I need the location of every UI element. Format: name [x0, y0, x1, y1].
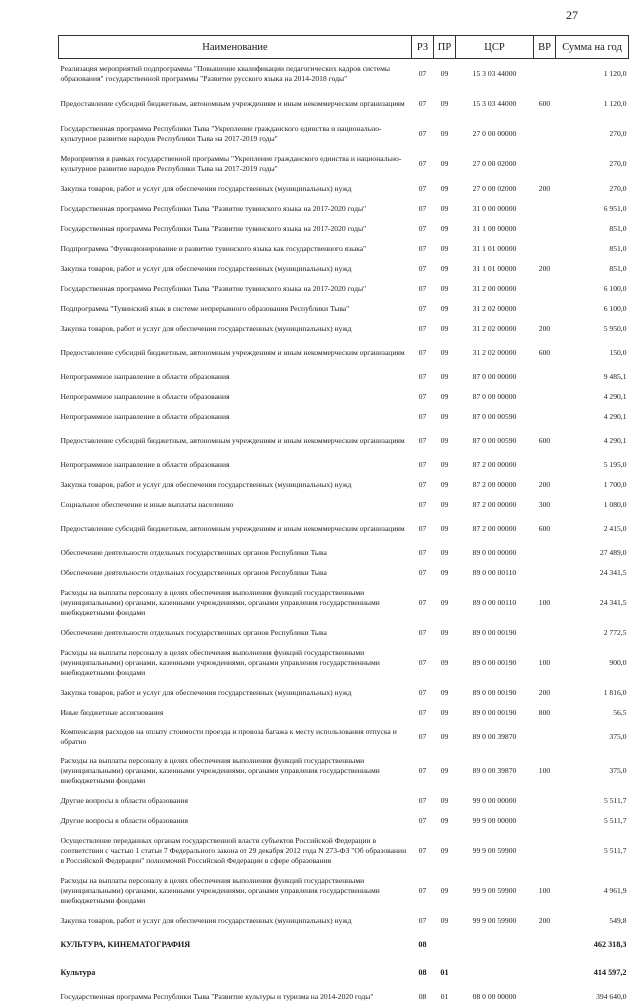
- row-csr: 31 1 01 00000: [456, 239, 534, 259]
- row-rz: 07: [412, 367, 434, 387]
- row-rz: 07: [412, 751, 434, 791]
- row-pr: 09: [434, 683, 456, 703]
- row-sum: 5 195,0: [556, 455, 629, 475]
- row-rz: 07: [412, 407, 434, 427]
- row-vr: [534, 959, 556, 987]
- row-sum: 270,0: [556, 149, 629, 179]
- row-rz: 07: [412, 279, 434, 299]
- row-sum: 851,0: [556, 219, 629, 239]
- budget-table: [58, 35, 629, 1007]
- row-csr: 89 0 00 00110: [456, 563, 534, 583]
- row-csr: 99 0 00 00000: [456, 791, 534, 811]
- row-name: Предоставление субсидий бюджетным, автономным учреждениям и иным некоммерческим организациям: [59, 515, 412, 543]
- row-sum: 4 961,9: [556, 871, 629, 911]
- row-sum: 1 120,0: [556, 89, 629, 119]
- row-sum: 6 100,0: [556, 279, 629, 299]
- row-pr: 09: [434, 515, 456, 543]
- row-name: Социальное обеспечение и иные выплаты населению: [59, 495, 412, 515]
- row-sum: 2 772,5: [556, 623, 629, 643]
- table-row: [59, 987, 629, 1007]
- row-rz: 07: [412, 543, 434, 563]
- row-csr: 89 0 00 00190: [456, 703, 534, 723]
- table-row: [59, 643, 629, 683]
- row-vr: 200: [534, 259, 556, 279]
- row-csr: 89 0 00 00190: [456, 623, 534, 643]
- row-rz: 07: [412, 811, 434, 831]
- row-csr: 87 2 00 00000: [456, 455, 534, 475]
- row-name: Государственная программа Республики Тыва "Развитие тувинского языка на 2017-2020 годы": [59, 219, 412, 239]
- table-row: [59, 703, 629, 723]
- header-rz: РЗ: [412, 36, 434, 59]
- row-name: Мероприятия в рамках государственной программы "Укрепление гражданского единства и национально-культурное развитие народов Республики Тыва на 2017-2019 годы": [59, 149, 412, 179]
- table-row: [59, 583, 629, 623]
- row-pr: 09: [434, 543, 456, 563]
- table-row: [59, 279, 629, 299]
- row-pr: 09: [434, 199, 456, 219]
- row-name: Расходы на выплаты персоналу в целях обеспечения выполнения функций государственными (муниципальными) органами, казенными учреждениями, органами управления государственными внебюджетными фондами: [59, 583, 412, 623]
- row-vr: [534, 279, 556, 299]
- row-vr: [534, 119, 556, 149]
- row-vr: [534, 149, 556, 179]
- row-csr: 31 0 00 00000: [456, 199, 534, 219]
- row-pr: 09: [434, 299, 456, 319]
- table-row: [59, 387, 629, 407]
- row-pr: 09: [434, 279, 456, 299]
- row-sum: 4 290,1: [556, 427, 629, 455]
- row-name: Непрограммное направление в области образования: [59, 407, 412, 427]
- table-row: [59, 683, 629, 703]
- row-sum: 5 950,0: [556, 319, 629, 339]
- row-vr: 600: [534, 427, 556, 455]
- row-csr: 87 2 00 00000: [456, 495, 534, 515]
- row-name: Другие вопросы в области образования: [59, 811, 412, 831]
- row-rz: 07: [412, 495, 434, 515]
- row-rz: 07: [412, 911, 434, 931]
- row-name: Предоставление субсидий бюджетным, автономным учреждениям и иным некоммерческим организациям: [59, 427, 412, 455]
- row-sum: 2 415,0: [556, 515, 629, 543]
- table-row: [59, 751, 629, 791]
- row-rz: 07: [412, 623, 434, 643]
- row-sum: 4 290,1: [556, 387, 629, 407]
- row-pr: 09: [434, 179, 456, 199]
- row-vr: [534, 199, 556, 219]
- row-csr: 31 1 00 00000: [456, 219, 534, 239]
- row-csr: 87 0 00 00590: [456, 407, 534, 427]
- row-sum: 24 341,5: [556, 583, 629, 623]
- row-rz: 07: [412, 583, 434, 623]
- table-row: [59, 791, 629, 811]
- row-name: Расходы на выплаты персоналу в целях обеспечения выполнения функций государственными (муниципальными) органами, казенными учреждениями, органами управления государственными внебюджетными фондами: [59, 643, 412, 683]
- row-sum: 1 700,0: [556, 475, 629, 495]
- row-name: КУЛЬТУРА, КИНЕМАТОГРАФИЯ: [59, 931, 412, 959]
- row-sum: 462 318,3: [556, 931, 629, 959]
- row-pr: 09: [434, 495, 456, 515]
- row-sum: 56,5: [556, 703, 629, 723]
- row-rz: 07: [412, 791, 434, 811]
- row-sum: 549,8: [556, 911, 629, 931]
- row-pr: 09: [434, 339, 456, 367]
- table-body: [59, 59, 629, 1007]
- row-rz: 08: [412, 987, 434, 1007]
- row-sum: 270,0: [556, 119, 629, 149]
- header-vr: ВР: [534, 36, 556, 59]
- table-row: [59, 475, 629, 495]
- row-sum: 150,0: [556, 339, 629, 367]
- table-row: [59, 239, 629, 259]
- row-name: Иные бюджетные ассигнования: [59, 703, 412, 723]
- row-vr: 100: [534, 583, 556, 623]
- row-name: Предоставление субсидий бюджетным, автономным учреждениям и иным некоммерческим организациям: [59, 339, 412, 367]
- table-row: [59, 959, 629, 987]
- row-sum: 6 951,0: [556, 199, 629, 219]
- row-name: Закупка товаров, работ и услуг для обеспечения государственных (муниципальных) нужд: [59, 259, 412, 279]
- table-row: [59, 871, 629, 911]
- row-pr: 09: [434, 791, 456, 811]
- row-vr: 100: [534, 643, 556, 683]
- row-rz: 07: [412, 59, 434, 90]
- table-row: [59, 299, 629, 319]
- row-csr: 87 0 00 00590: [456, 427, 534, 455]
- row-vr: [534, 723, 556, 751]
- row-sum: 5 511,7: [556, 791, 629, 811]
- row-rz: 07: [412, 475, 434, 495]
- row-rz: 07: [412, 89, 434, 119]
- row-rz: 07: [412, 179, 434, 199]
- row-csr: 87 0 00 00000: [456, 387, 534, 407]
- table-row: [59, 199, 629, 219]
- row-vr: [534, 563, 556, 583]
- table-row: [59, 723, 629, 751]
- row-vr: [534, 987, 556, 1007]
- row-rz: 07: [412, 387, 434, 407]
- row-vr: [534, 219, 556, 239]
- table-row: [59, 563, 629, 583]
- row-name: Государственная программа Республики Тыва "Укрепление гражданского единства и национально-культурное развитие народов Республики Тыва на 2017-2019 годы": [59, 119, 412, 149]
- row-rz: 07: [412, 339, 434, 367]
- row-pr: 09: [434, 475, 456, 495]
- row-vr: [534, 623, 556, 643]
- row-sum: 1 080,0: [556, 495, 629, 515]
- row-pr: 09: [434, 387, 456, 407]
- row-vr: 200: [534, 911, 556, 931]
- row-rz: 08: [412, 931, 434, 959]
- table-row: [59, 367, 629, 387]
- header-sum: Сумма на год: [556, 36, 629, 59]
- row-rz: 07: [412, 871, 434, 911]
- row-vr: [534, 387, 556, 407]
- row-pr: 09: [434, 751, 456, 791]
- row-csr: 27 0 00 02000: [456, 179, 534, 199]
- row-csr: 31 2 02 00000: [456, 299, 534, 319]
- row-vr: [534, 367, 556, 387]
- row-vr: 600: [534, 515, 556, 543]
- row-name: Другие вопросы в области образования: [59, 791, 412, 811]
- row-csr: 89 0 00 39870: [456, 751, 534, 791]
- row-pr: [434, 931, 456, 959]
- table-row: [59, 811, 629, 831]
- table-row: [59, 119, 629, 149]
- row-pr: 09: [434, 583, 456, 623]
- row-pr: 09: [434, 623, 456, 643]
- row-pr: 09: [434, 119, 456, 149]
- row-rz: 07: [412, 643, 434, 683]
- row-name: Осуществление переданных органам государственной власти субъектов Российской Федерации в соответствии с частью 1 статьи 7 Федерального закона от 29 декабря 2012 года N 273-ФЗ "Об образовании в Российской Федерации" полномочий Российской Федерации в сфере образования: [59, 831, 412, 871]
- row-sum: 270,0: [556, 179, 629, 199]
- row-rz: 07: [412, 563, 434, 583]
- row-rz: 07: [412, 149, 434, 179]
- row-rz: 07: [412, 515, 434, 543]
- row-name: Предоставление субсидий бюджетным, автономным учреждениям и иным некоммерческим организациям: [59, 89, 412, 119]
- row-csr: 99 9 00 00000: [456, 811, 534, 831]
- row-rz: 07: [412, 831, 434, 871]
- row-sum: 394 640,0: [556, 987, 629, 1007]
- row-vr: 200: [534, 319, 556, 339]
- row-pr: 09: [434, 831, 456, 871]
- row-csr: 89 0 00 00190: [456, 643, 534, 683]
- row-name: Культура: [59, 959, 412, 987]
- table-row: [59, 427, 629, 455]
- row-csr: 89 0 00 00110: [456, 583, 534, 623]
- header-csr: ЦСР: [456, 36, 534, 59]
- row-sum: 1 120,0: [556, 59, 629, 90]
- row-vr: [534, 931, 556, 959]
- row-rz: 07: [412, 119, 434, 149]
- row-rz: 07: [412, 219, 434, 239]
- row-vr: [534, 543, 556, 563]
- table-row: [59, 89, 629, 119]
- row-vr: [534, 831, 556, 871]
- row-sum: 5 511,7: [556, 831, 629, 871]
- page-number: 27: [566, 8, 578, 23]
- row-name: Расходы на выплаты персоналу в целях обеспечения выполнения функций государственными (муниципальными) органами, казенными учреждениями, органами управления государственными внебюджетными фондами: [59, 751, 412, 791]
- row-vr: [534, 791, 556, 811]
- row-vr: [534, 811, 556, 831]
- table-row: [59, 319, 629, 339]
- row-pr: 09: [434, 89, 456, 119]
- row-vr: 200: [534, 683, 556, 703]
- row-name: Реализация мероприятий подпрограммы "Повышение квалификации педагогических кадров системы образования" государственной программы "Развитие русского языка на 2014-2018 годы": [59, 59, 412, 90]
- row-pr: 09: [434, 239, 456, 259]
- table-header-row: [59, 36, 629, 59]
- table-row: [59, 59, 629, 90]
- row-name: Подпрограмма "Тувинский язык в системе непрерывного образования Республики Тыва": [59, 299, 412, 319]
- row-csr: 31 2 02 00000: [456, 339, 534, 367]
- row-sum: 851,0: [556, 259, 629, 279]
- row-sum: 414 597,2: [556, 959, 629, 987]
- header-name: Наименование: [59, 36, 412, 59]
- row-rz: 07: [412, 703, 434, 723]
- row-name: Обеспечение деятельности отдельных государственных органов Республики Тыва: [59, 543, 412, 563]
- row-rz: 07: [412, 299, 434, 319]
- table-row: [59, 831, 629, 871]
- row-name: Компенсация расходов на оплату стоимости проезда и провоза багажа к месту использования отпуска и обратно: [59, 723, 412, 751]
- row-name: Закупка товаров, работ и услуг для обеспечения государственных (муниципальных) нужд: [59, 683, 412, 703]
- row-sum: 6 100,0: [556, 299, 629, 319]
- row-vr: [534, 239, 556, 259]
- row-rz: 07: [412, 199, 434, 219]
- row-name: Закупка товаров, работ и услуг для обеспечения государственных (муниципальных) нужд: [59, 475, 412, 495]
- row-pr: 09: [434, 59, 456, 90]
- row-name: Непрограммное направление в области образования: [59, 387, 412, 407]
- row-rz: 07: [412, 683, 434, 703]
- row-vr: 300: [534, 495, 556, 515]
- row-name: Обеспечение деятельности отдельных государственных органов Республики Тыва: [59, 563, 412, 583]
- row-sum: 9 485,1: [556, 367, 629, 387]
- row-sum: 27 489,0: [556, 543, 629, 563]
- row-csr: 87 2 00 00000: [456, 515, 534, 543]
- row-rz: 07: [412, 239, 434, 259]
- row-csr: 89 0 00 00000: [456, 543, 534, 563]
- table-row: [59, 623, 629, 643]
- row-csr: 27 0 00 02000: [456, 149, 534, 179]
- row-sum: 375,0: [556, 723, 629, 751]
- row-pr: 09: [434, 367, 456, 387]
- row-csr: 89 0 00 00190: [456, 683, 534, 703]
- row-sum: 900,0: [556, 643, 629, 683]
- row-name: Подпрограмма "Функционирование и развитие тувинского языка как государственного языка": [59, 239, 412, 259]
- row-name: Закупка товаров, работ и услуг для обеспечения государственных (муниципальных) нужд: [59, 911, 412, 931]
- row-sum: 5 511,7: [556, 811, 629, 831]
- row-sum: 375,0: [556, 751, 629, 791]
- row-vr: [534, 455, 556, 475]
- table-row: [59, 219, 629, 239]
- row-csr: 99 9 00 59900: [456, 831, 534, 871]
- row-sum: 4 290,1: [556, 407, 629, 427]
- row-vr: 200: [534, 179, 556, 199]
- row-csr: 08 0 00 00000: [456, 987, 534, 1007]
- row-csr: 89 0 00 39870: [456, 723, 534, 751]
- row-pr: 09: [434, 219, 456, 239]
- row-vr: 100: [534, 751, 556, 791]
- row-csr: [456, 931, 534, 959]
- row-vr: 100: [534, 871, 556, 911]
- row-vr: 800: [534, 703, 556, 723]
- row-vr: [534, 299, 556, 319]
- row-pr: 09: [434, 259, 456, 279]
- table-row: [59, 543, 629, 563]
- row-sum: 1 816,0: [556, 683, 629, 703]
- row-sum: 24 341,5: [556, 563, 629, 583]
- row-name: Расходы на выплаты персоналу в целях обеспечения выполнения функций государственными (муниципальными) органами, казенными учреждениями, органами управления государственными внебюджетными фондами: [59, 871, 412, 911]
- row-rz: 07: [412, 319, 434, 339]
- row-pr: 01: [434, 959, 456, 987]
- row-pr: 09: [434, 455, 456, 475]
- row-pr: 09: [434, 563, 456, 583]
- row-pr: 09: [434, 811, 456, 831]
- row-pr: 09: [434, 149, 456, 179]
- row-name: Государственная программа Республики Тыва "Развитие тувинского языка на 2017-2020 годы": [59, 279, 412, 299]
- row-csr: 99 9 00 59900: [456, 911, 534, 931]
- table-row: [59, 339, 629, 367]
- row-pr: 09: [434, 407, 456, 427]
- row-pr: 09: [434, 643, 456, 683]
- table-row: [59, 455, 629, 475]
- row-csr: 27 0 00 00000: [456, 119, 534, 149]
- row-sum: 851,0: [556, 239, 629, 259]
- row-vr: 600: [534, 89, 556, 119]
- table-row: [59, 931, 629, 959]
- row-vr: 200: [534, 475, 556, 495]
- row-rz: 07: [412, 723, 434, 751]
- row-rz: 07: [412, 259, 434, 279]
- table-row: [59, 515, 629, 543]
- row-rz: 07: [412, 427, 434, 455]
- row-vr: [534, 59, 556, 90]
- row-name: Непрограммное направление в области образования: [59, 367, 412, 387]
- row-csr: [456, 959, 534, 987]
- row-csr: 87 0 00 00000: [456, 367, 534, 387]
- table-row: [59, 179, 629, 199]
- row-name: Закупка товаров, работ и услуг для обеспечения государственных (муниципальных) нужд: [59, 179, 412, 199]
- row-csr: 31 2 02 00000: [456, 319, 534, 339]
- row-pr: 09: [434, 871, 456, 911]
- row-vr: [534, 407, 556, 427]
- row-name: Государственная программа Республики Тыва "Развитие культуры и туризма на 2014-2020 годы": [59, 987, 412, 1007]
- row-vr: 600: [534, 339, 556, 367]
- row-name: Государственная программа Республики Тыва "Развитие тувинского языка на 2017-2020 годы": [59, 199, 412, 219]
- row-rz: 08: [412, 959, 434, 987]
- row-pr: 09: [434, 723, 456, 751]
- table-row: [59, 259, 629, 279]
- row-csr: 87 2 00 00000: [456, 475, 534, 495]
- row-pr: 01: [434, 987, 456, 1007]
- row-csr: 15 3 03 44000: [456, 89, 534, 119]
- row-csr: 15 3 03 44000: [456, 59, 534, 90]
- header-pr: ПР: [434, 36, 456, 59]
- row-pr: 09: [434, 427, 456, 455]
- table-row: [59, 407, 629, 427]
- table-row: [59, 149, 629, 179]
- row-pr: 09: [434, 911, 456, 931]
- row-name: Непрограммное направление в области образования: [59, 455, 412, 475]
- table-row: [59, 911, 629, 931]
- row-csr: 31 2 00 00000: [456, 279, 534, 299]
- row-csr: 99 9 00 59900: [456, 871, 534, 911]
- row-pr: 09: [434, 703, 456, 723]
- row-name: Закупка товаров, работ и услуг для обеспечения государственных (муниципальных) нужд: [59, 319, 412, 339]
- row-name: Обеспечение деятельности отдельных государственных органов Республики Тыва: [59, 623, 412, 643]
- row-csr: 31 1 01 00000: [456, 259, 534, 279]
- row-rz: 07: [412, 455, 434, 475]
- table-row: [59, 495, 629, 515]
- row-pr: 09: [434, 319, 456, 339]
